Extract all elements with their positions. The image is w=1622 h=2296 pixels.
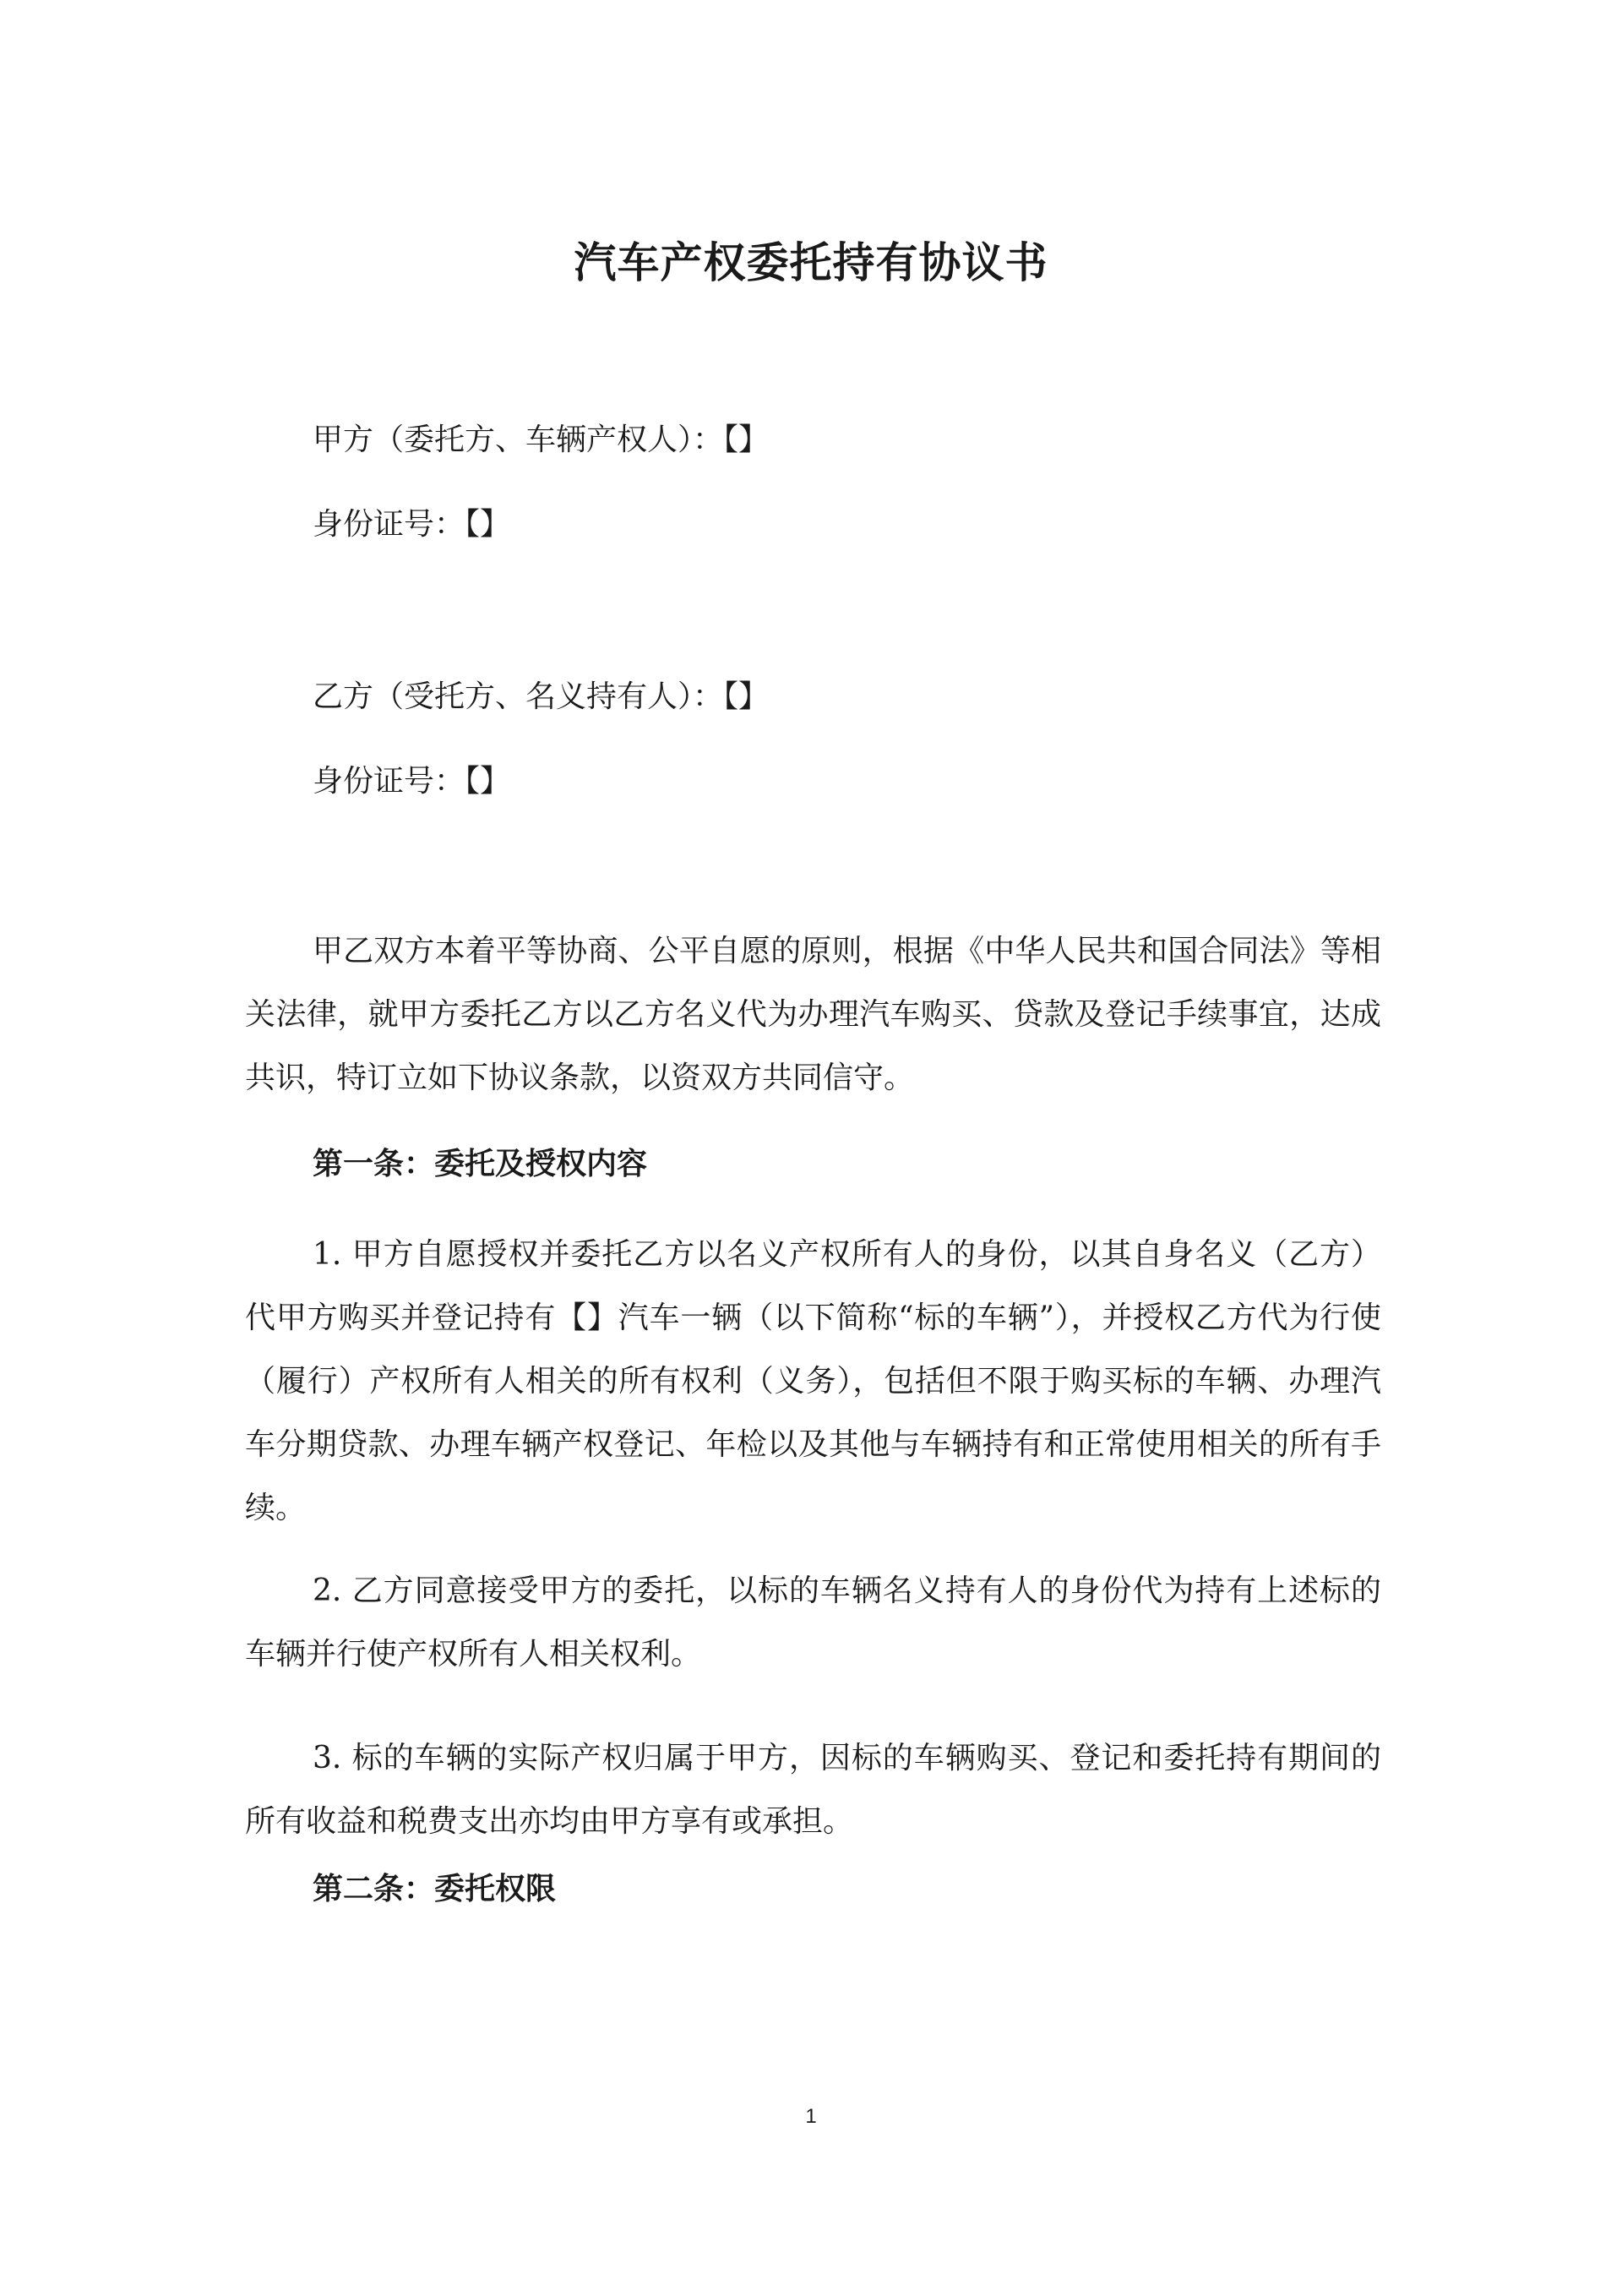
article-1-clause-3: 3. 标的车辆的实际产权归属于甲方，因标的车辆购买、登记和委托持有期间的所有收益和税费支出亦均由甲方享有或承担。 — [245, 1741, 1381, 1839]
party-a-id-label: 身份证号：【】 — [313, 507, 511, 542]
article-2-heading: 第二条：委托权限 — [313, 1871, 557, 1906]
document-title: 汽车产权委托持有协议书 — [574, 237, 1048, 287]
party-a-label: 甲方（委托方、车辆产权人）：【】 — [313, 423, 770, 457]
party-b-id-label: 身份证号：【】 — [313, 764, 511, 799]
article-1-clause-2: 2. 乙方同意接受甲方的委托，以标的车辆名义持有人的身份代为持有上述标的车辆并行使产权所有人相关权利。 — [245, 1573, 1381, 1672]
page-number: 1 — [805, 2105, 817, 2128]
article-1-clause-1: 1. 甲方自愿授权并委托乙方以名义产权所有人的身份，以其自身名义（乙方）代甲方购买并登记持有【】汽车一辆（以下简称“标的车辆”），并授权乙方代为行使（履行）产权所有人相关的所有权利（义务），包括但不限于购买标的车辆、办理汽车分期贷款、办理车辆产权登记、年检以及其他与车辆持有和正常使用相关的所有手续。 — [245, 1237, 1381, 1525]
article-1-heading: 第一条：委托及授权内容 — [313, 1146, 648, 1181]
party-b-label: 乙方（受托方、名义持有人）：【】 — [313, 679, 770, 714]
preamble-paragraph: 甲乙双方本着平等协商、公平自愿的原则，根据《中华人民共和国合同法》等相关法律，就甲方委托乙方以乙方名义代为办理汽车购买、贷款及登记手续事宜，达成共识，特订立如下协议条款，以资双方共同信守。 — [245, 934, 1381, 1095]
